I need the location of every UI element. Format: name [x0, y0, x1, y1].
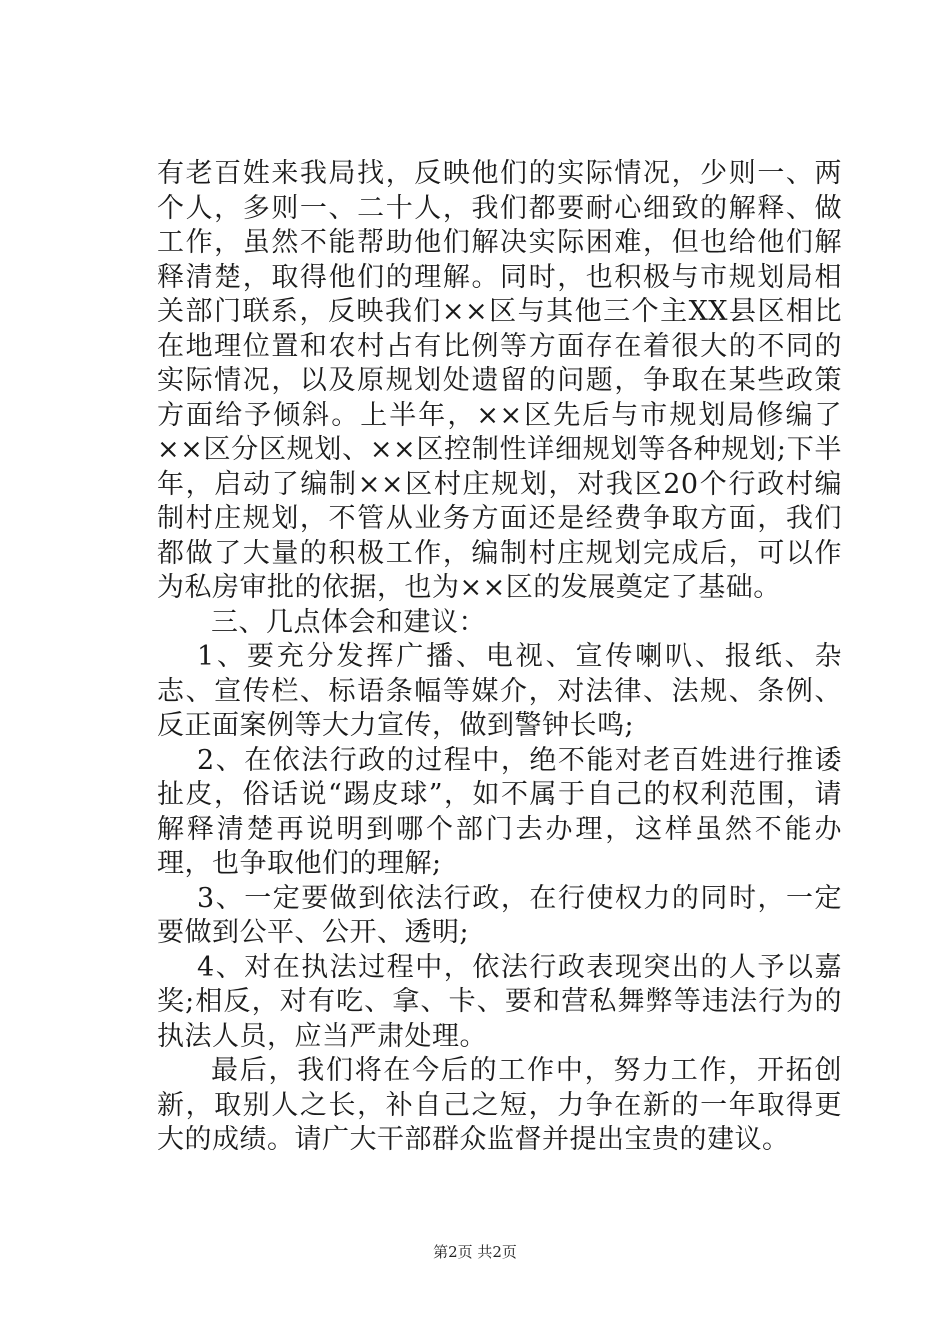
list-item-1: 1、要充分发挥广播、电视、宣传喇叭、报纸、杂志、宣传栏、标语条幅等媒介，对法律、法规、条例、反正面案例等大力宣传，做到警钟长鸣; [157, 641, 842, 741]
list-item-2: 2、在依法行政的过程中，绝不能对老百姓进行推诿扯皮，俗话说“踢皮球”，如不属于自己的权利范围，请解释清楚再说明到哪个部门去办理，这样虽然不能办理，也争取他们的理解; [157, 744, 842, 879]
list-item-4: 4、对在执法过程中，依法行政表现突出的人予以嘉奖;相反，对有吃、拿、卡、要和营私舞弊等违法行为的执法人员，应当严肃处理。 [157, 951, 842, 1052]
list-item-3: 3、一定要做到依法行政，在行使权力的同时，一定要做到公平、公开、透明; [157, 882, 842, 948]
page-number-footer: 第2页 共2页 [433, 1243, 517, 1261]
closing-paragraph: 最后，我们将在今后的工作中，努力工作，开拓创新，取别人之长，补自己之短，力争在新的一年取得更大的成绩。请广大干部群众监督并提出宝贵的建议。 [157, 1055, 842, 1155]
paragraph-continued: 有老百姓来我局找，反映他们的实际情况，少则一、两个人，多则一、二十人，我们都要耐心细致的解释、做工作，虽然不能帮助他们解决实际困难，但也给他们解释清楚，取得他们的理解。同时，也积极与市规划局相关部门联系，反映我们××区与其他三个主XX县区相比在地理位置和农村占有比例等方面存在着很大的不同的实际情况，以及原规划处遗留的问题，争取在某些政策方面给予倾斜。上半年，××区先后与市规划局修编了××区分区规划、××区控制性详细规划等各种规划;下半年，启动了编制××区村庄规划，对我区20个行政村编制村庄规划，不管从业务方面还是经费争取方面，我们都做了大量的积极工作，编制村庄规划完成后，可以作为私房审批的依据，也为××区的发展奠定了基础。 [157, 158, 842, 603]
document-body [157, 157, 842, 1158]
section-heading: 三、几点体会和建议： [211, 606, 486, 638]
